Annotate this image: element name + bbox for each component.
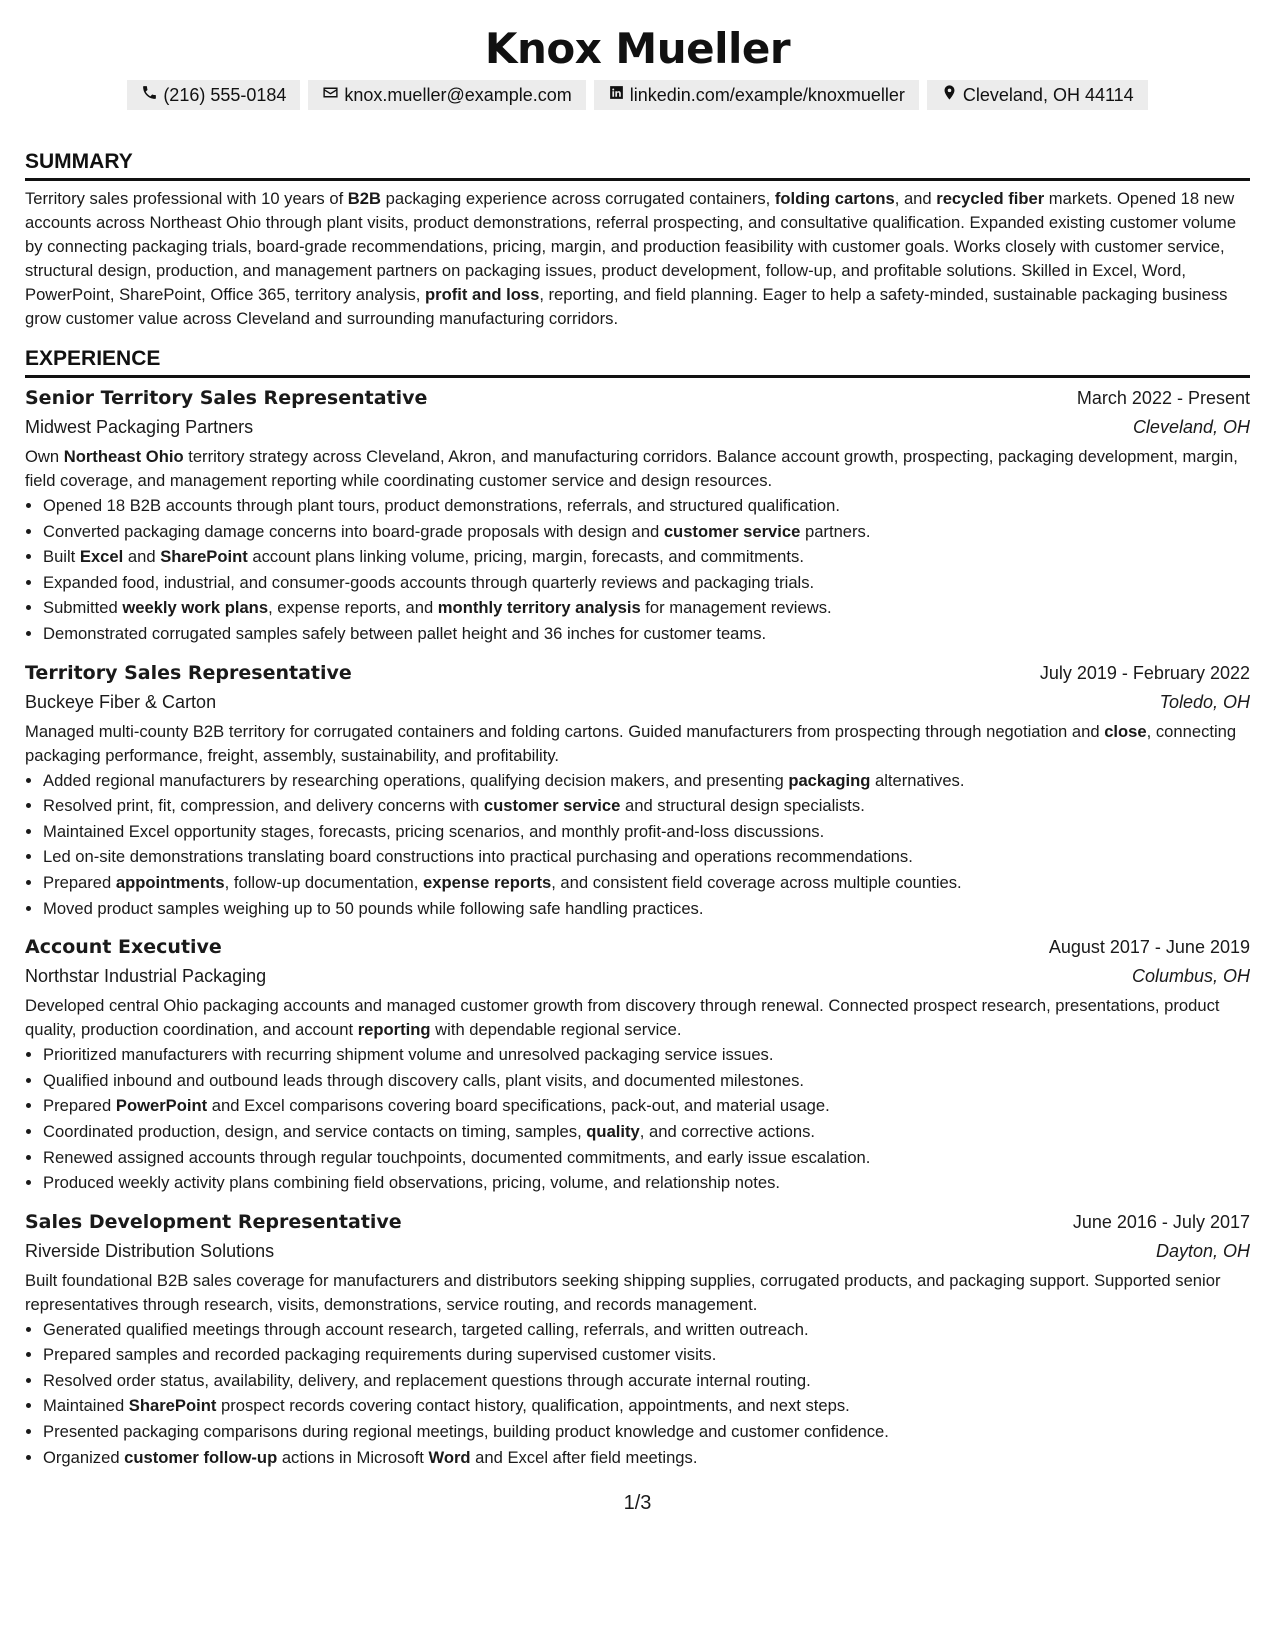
contact-email[interactable] (308, 80, 585, 110)
bullet-item: • Submitted weekly work plans, expense reports, and monthly territory analysis for management reviews. (43, 595, 1250, 621)
bullet-item: • Resolved print, fit, compression, and delivery concerns with customer service and structural design specialists. (43, 793, 1250, 819)
contact-email-text: knox.mueller@example.com (344, 84, 572, 105)
bullet-item: • Led on-site demonstrations translating board constructions into practical purchasing and operations recommendations. (43, 844, 1250, 870)
job-description: Own Northeast Ohio territory strategy across Cleveland, Akron, and manufacturing corridors. Balance account growth, prospecting, packaging development, margin, field coverage, and management reporting while coordinating customer service and design resources. (25, 447, 1238, 490)
bullet-item: • Produced weekly activity plans combining field observations, pricing, volume, and relationship notes. (43, 1170, 1250, 1196)
bullet-item: • Maintained SharePoint prospect records covering contact history, qualification, appointments, and next steps. (43, 1393, 1250, 1419)
contact-linkedin-text: linkedin.com/example/knoxmueller (629, 84, 905, 105)
job-location: Columbus, OH (1131, 966, 1250, 987)
job-dates: June 2016 - July 2017 (1072, 1211, 1250, 1232)
job-company: Buckeye Fiber & Carton (25, 691, 217, 712)
bullet-item: • Generated qualified meetings through account research, targeted calling, referrals, and written outreach. (43, 1317, 1250, 1343)
job-dates: August 2017 - June 2019 (1048, 937, 1250, 958)
bold-emphasis: Northeast Ohio (63, 447, 184, 466)
bold-emphasis: SharePoint (128, 1396, 217, 1416)
job-header-row (25, 933, 1250, 961)
experience-list (25, 384, 1250, 1470)
summary-paragraph: Territory sales professional with 10 years of B2B packaging experience across corrugated containers, folding cartons, and recycled fiber markets. Opened 18 new accounts across Northeast Ohio through plant visits, product demonstrations, referral prospecting, and consultative qualification. Expanded existing customer volume by connecting packaging trials, board-grade recommendations, pricing, margin, and production feasibility with customer goals. Works closely with customer service, structural design, production, and management partners on packaging issues, product development, follow-up, and profitable solutions. Skilled in Excel, Word, PowerPoint, SharePoint, Office 365, territory analysis, profit and loss, reporting, and field planning. Eager to help a safety-minded, sustainable packaging business grow customer value across Cleveland and surrounding manufacturing corridors. (25, 189, 1237, 328)
envelope-icon (322, 84, 339, 106)
bold-emphasis: monthly territory analysis (437, 598, 641, 618)
job-location: Dayton, OH (1155, 1240, 1250, 1261)
bold-emphasis: PowerPoint (115, 1096, 208, 1116)
bullet-item: • Moved product samples weighing up to 50 pounds while following safe handling practices. (43, 896, 1250, 922)
phone-icon (141, 84, 158, 106)
bullet-item: • Maintained Excel opportunity stages, forecasts, pricing scenarios, and monthly profit-and-loss discussions. (43, 819, 1250, 845)
summary-heading: SUMMARY (25, 148, 1250, 181)
job-description: Developed central Ohio packaging accounts and managed customer growth from discovery through renewal. Connected prospect research, presentations, product quality, production coordination, and account reporting with dependable regional service. (25, 996, 1220, 1040)
job-bullets (25, 1042, 1250, 1196)
job-title: Sales Development Representative (25, 1210, 402, 1233)
bullet-item: • Expanded food, industrial, and consumer-goods accounts through quarterly reviews and packaging trials. (43, 570, 1250, 596)
bullet-item: • Coordinated production, design, and service contacts on timing, samples, quality, and corrective actions. (43, 1119, 1250, 1145)
bold-emphasis: reporting (357, 1020, 431, 1040)
bullet-item: • Prepared samples and recorded packaging requirements during supervised customer visits. (43, 1342, 1250, 1368)
job-dates: July 2019 - February 2022 (1039, 662, 1250, 683)
bold-emphasis: Excel (79, 547, 124, 567)
job-bullets (25, 493, 1250, 647)
bold-emphasis: close (1104, 721, 1147, 741)
bullet-item: • Organized customer follow-up actions in Microsoft Word and Excel after field meetings. (43, 1445, 1250, 1471)
bullet-item: • Prepared appointments, follow-up documentation, expense reports, and consistent field coverage across multiple counties. (43, 870, 1250, 896)
job-description: Managed multi-county B2B territory for corrugated containers and folding cartons. Guided manufacturers from prospecting through negotiation and close, connecting packaging performance, freight, assembly, sustainability, and profitability. (25, 721, 1237, 765)
linkedin-icon (608, 84, 625, 106)
bold-emphasis: Word (428, 1447, 471, 1467)
bold-emphasis: expense reports (423, 872, 552, 892)
job-header-row (25, 1208, 1250, 1236)
page-number: 1/3 (623, 1492, 652, 1514)
bullet-item: • Opened 18 B2B accounts through plant tours, product demonstrations, referrals, and structured qualification. (43, 493, 1250, 519)
map-pin-icon (941, 84, 958, 106)
job-subheader-row (25, 1236, 1250, 1266)
bullet-item: • Added regional manufacturers by researching operations, qualifying decision makers, and presenting packaging alternatives. (43, 768, 1250, 794)
contact-location-text: Cleveland, OH 44114 (962, 84, 1134, 105)
experience-heading: EXPERIENCE (25, 345, 1250, 378)
job-dates: March 2022 - Present (1076, 388, 1250, 408)
bold-emphasis: quality (586, 1121, 640, 1141)
bold-emphasis: customer service (483, 796, 621, 816)
job-location: Cleveland, OH (1132, 417, 1250, 437)
job-bullets (25, 768, 1250, 922)
job-location: Toledo, OH (1159, 691, 1250, 712)
contact-phone (127, 80, 300, 110)
bold-emphasis: SharePoint (160, 547, 248, 567)
bold-emphasis: profit and loss (424, 285, 540, 304)
job-subheader-row (25, 687, 1250, 717)
candidate-name: Knox Mueller (484, 24, 791, 73)
job-bullets (25, 1317, 1250, 1471)
job-description: Built foundational B2B sales coverage for manufacturers and distributors seeking shipping supplies, corrugated products, and packaging support. Supported senior representatives through research, visits, demonstrations, service routing, and records management. (25, 1270, 1221, 1314)
job-title: Territory Sales Representative (25, 661, 352, 684)
bullet-item: • Resolved order status, availability, delivery, and replacement questions through accurate internal routing. (43, 1368, 1250, 1394)
contact-bar (25, 80, 1250, 110)
bold-emphasis: customer service (663, 521, 801, 541)
bullet-item: • Renewed assigned accounts through regular touchpoints, documented commitments, and early issue escalation. (43, 1145, 1250, 1171)
job-subheader-row (25, 412, 1250, 442)
bullet-item: • Presented packaging comparisons during regional meetings, building product knowledge and customer confidence. (43, 1419, 1250, 1445)
job-title: Senior Territory Sales Representative (25, 387, 428, 409)
job-company: Riverside Distribution Solutions (25, 1240, 275, 1261)
bold-emphasis: B2B (347, 189, 381, 208)
job-header-row (25, 384, 1250, 412)
bullet-item: • Converted packaging damage concerns into board-grade proposals with design and customer service partners. (43, 519, 1250, 545)
contact-location (927, 80, 1148, 110)
bullet-item: • Built Excel and SharePoint account plans linking volume, pricing, margin, forecasts, and commitments. (43, 544, 1250, 570)
contact-phone-text: (216) 555-0184 (163, 84, 287, 105)
job-company: Northstar Industrial Packaging (25, 966, 267, 987)
job-company: Midwest Packaging Partners (25, 417, 254, 437)
bullet-item: • Prepared PowerPoint and Excel comparisons covering board specifications, pack-out, and material usage. (43, 1093, 1250, 1119)
bold-emphasis: weekly work plans (122, 598, 269, 618)
job-entry (25, 659, 1250, 922)
bullet-item: • Demonstrated corrugated samples safely between pallet height and 36 inches for customer teams. (43, 621, 1250, 647)
bold-emphasis: appointments (115, 872, 225, 892)
contact-linkedin[interactable] (594, 80, 919, 110)
bold-emphasis: packaging (788, 770, 871, 790)
bold-emphasis: folding cartons (774, 189, 895, 208)
job-header-row (25, 659, 1250, 687)
job-entry (25, 1208, 1250, 1471)
job-entry (25, 933, 1250, 1196)
bullet-item: • Qualified inbound and outbound leads through discovery calls, plant visits, and documented milestones. (43, 1068, 1250, 1094)
job-subheader-row (25, 961, 1250, 991)
job-title: Account Executive (25, 936, 222, 959)
job-entry (25, 384, 1250, 647)
bold-emphasis: recycled fiber (936, 189, 1045, 208)
bold-emphasis: customer follow-up (124, 1447, 278, 1467)
bullet-item: • Prioritized manufacturers with recurring shipment volume and unresolved packaging service issues. (43, 1042, 1250, 1068)
